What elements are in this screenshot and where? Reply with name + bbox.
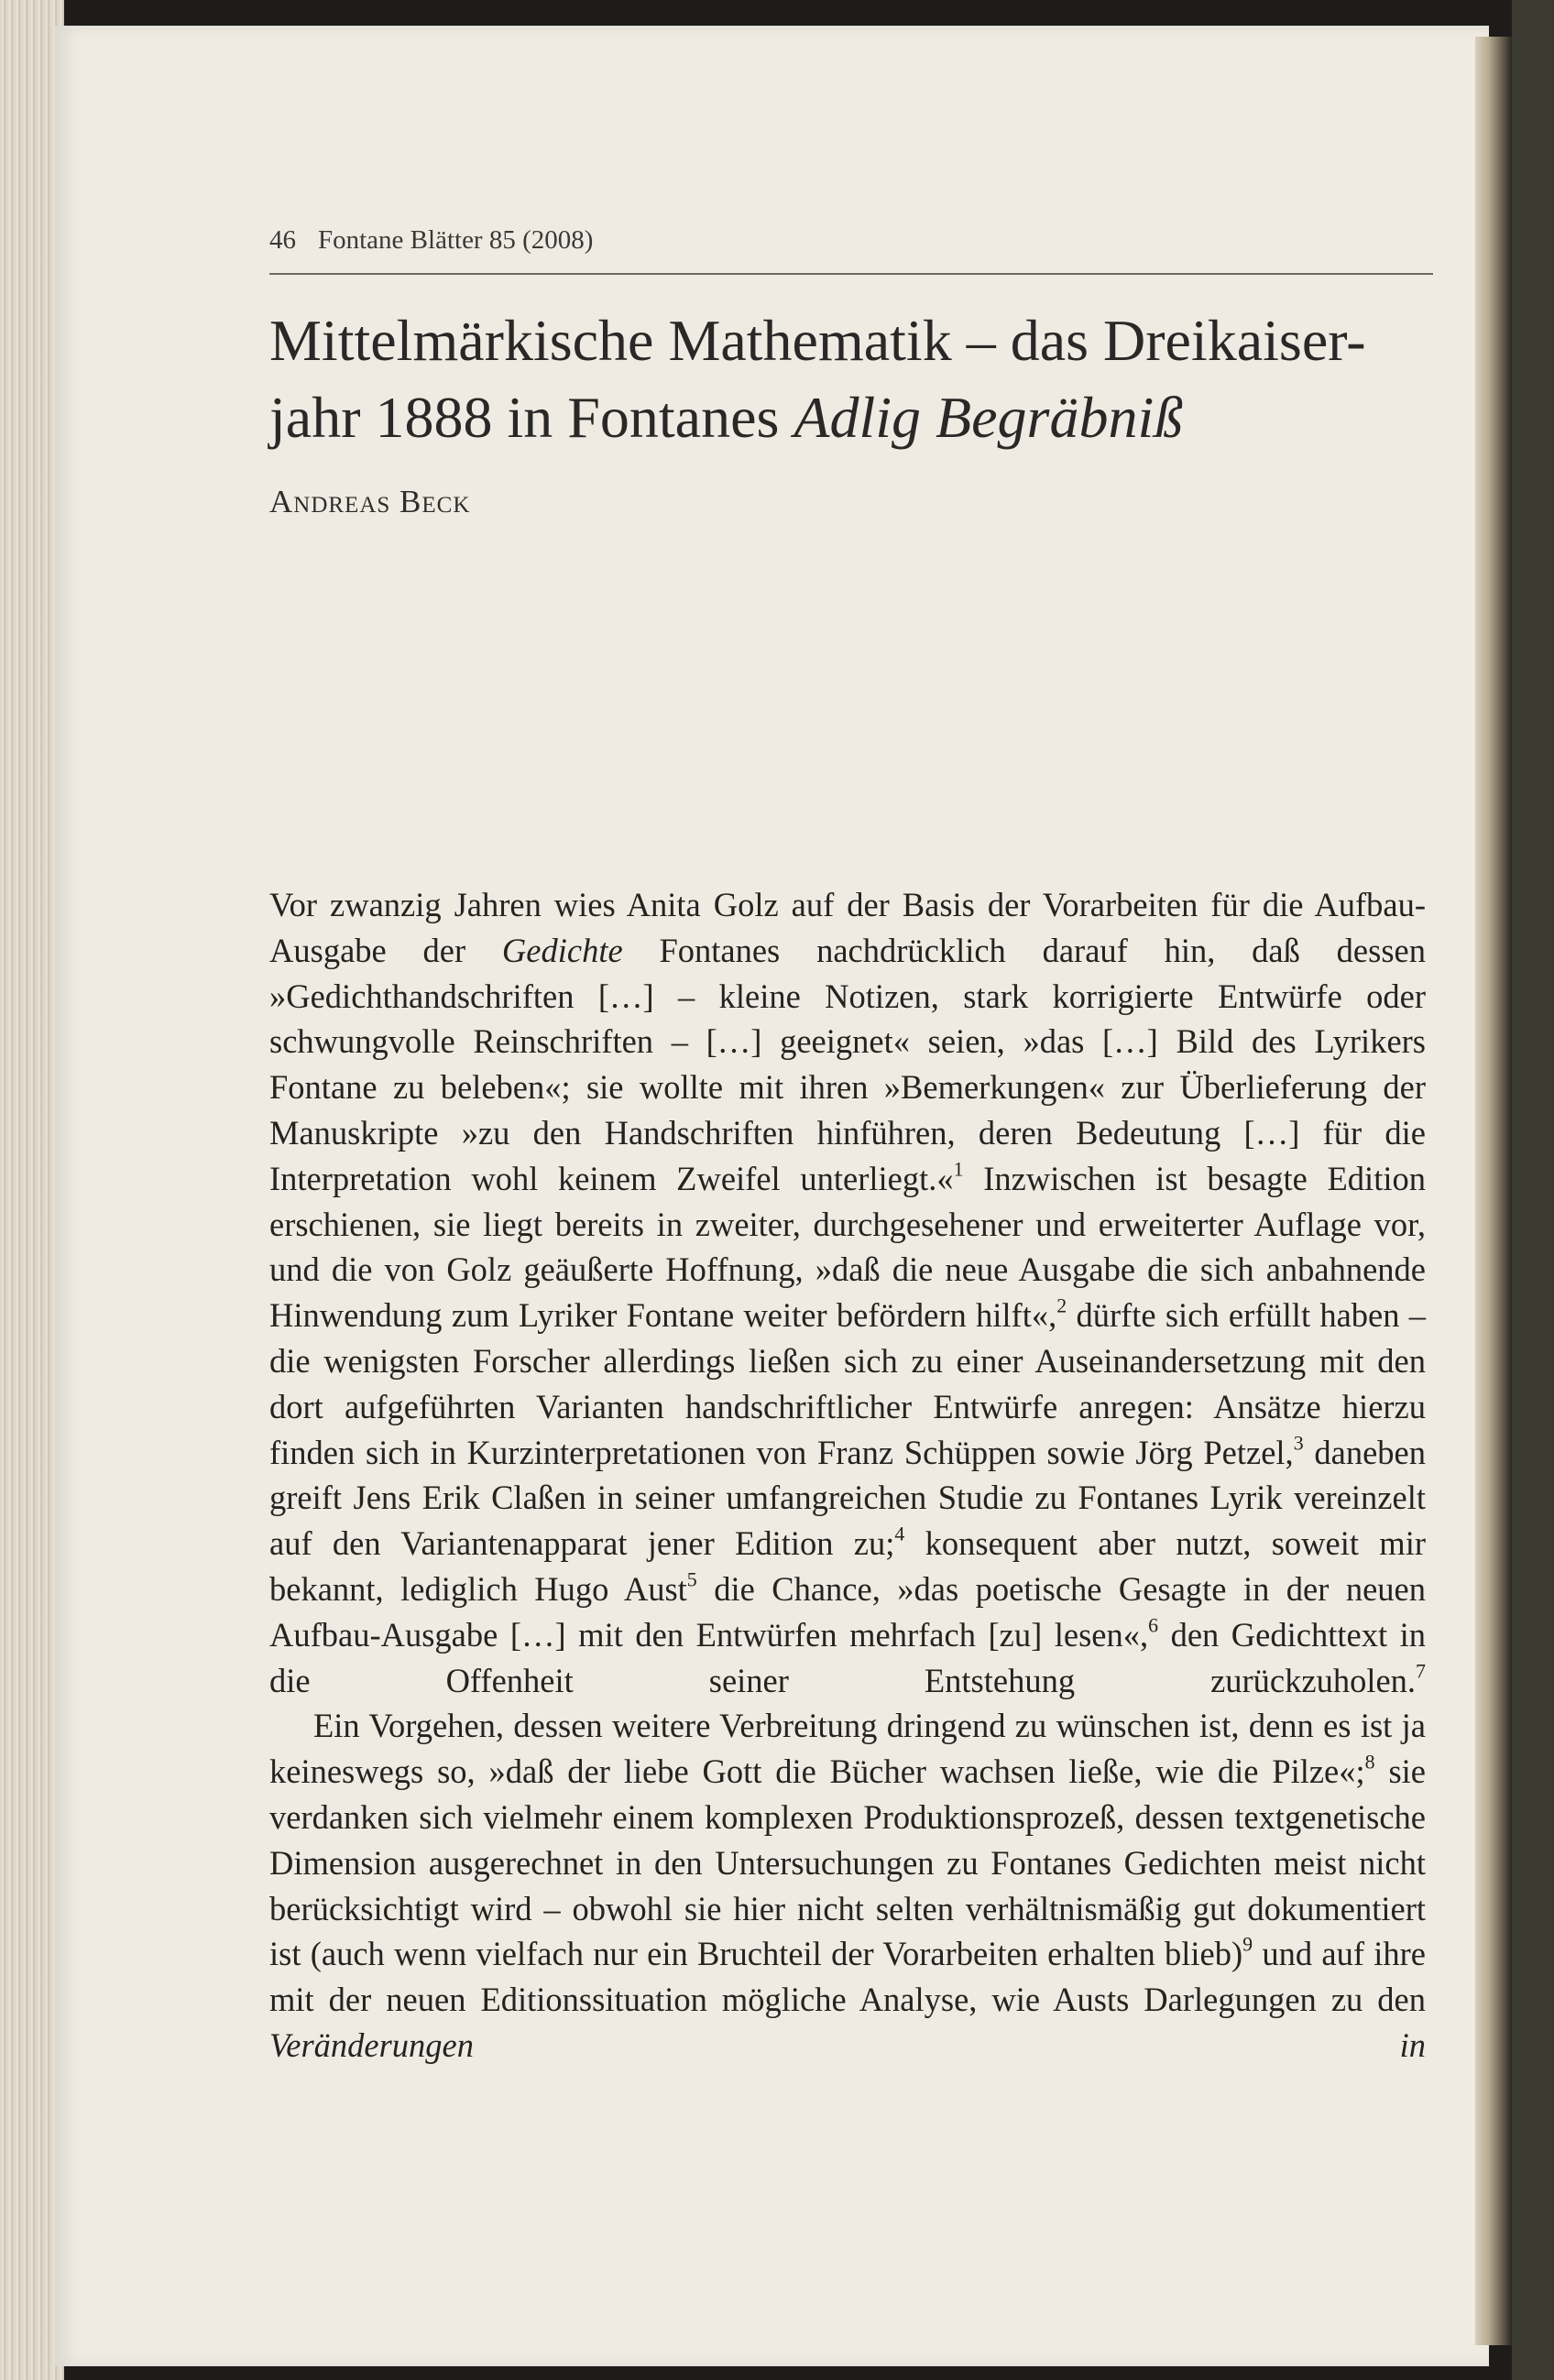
footnote-ref-3[interactable]: 3	[1293, 1431, 1304, 1455]
p1-text-1: Vor zwanzig Jahren wies Anita Golz auf der Basis der Vorarbeiten für die Aufbau-Ausgabe der	[269, 886, 1426, 969]
footnote-ref-6[interactable]: 6	[1148, 1613, 1159, 1637]
p1-text-7: die Chance, »das poetische Gesagte in der neuen Aufbau-Ausgabe […] mit den Entwürfen mehrfach [zu] lesen«,	[269, 1569, 1426, 1654]
header-rule	[269, 273, 1433, 275]
footnote-ref-1[interactable]: 1	[953, 1157, 964, 1181]
p1-text-8: den Gedichttext in die Offenheit seiner Entstehung zurückzuholen.	[269, 1615, 1426, 1699]
p1-italic-gedichte: Gedichte	[501, 931, 623, 969]
title-italic-work: Adlig Begräbniß	[793, 385, 1184, 450]
title-line-2	[269, 379, 1461, 456]
footnote-ref-5[interactable]: 5	[686, 1567, 697, 1591]
article-body	[269, 882, 1426, 2069]
paragraph-1	[269, 882, 1426, 1703]
footnote-ref-7[interactable]: 7	[1416, 1659, 1426, 1683]
page-gutter-shadow	[1475, 37, 1512, 2345]
footnote-ref-2[interactable]: 2	[1056, 1294, 1067, 1317]
p1-text-4: dürfte sich erfüllt haben – die wenigsten Forscher allerdings ließen sich zu einer Auseinandersetzung mit den dort aufgeführten Varianten handschriftlicher Entwürfe anregen: Ansätze hierzu finden sich in Kurzinterpretationen von Franz Schüppen sowie Jörg Petzel,	[269, 1296, 1426, 1471]
p2-text-3: und auf ihre mit der neuen Editionssituation mögliche Analyse, wie Austs Darlegungen zu den	[269, 1935, 1426, 2019]
footnote-ref-8[interactable]: 8	[1364, 1750, 1375, 1774]
article-title	[269, 302, 1461, 456]
p2-text-1: Ein Vorgehen, dessen weitere Verbreitung dringend zu wünschen ist, denn es ist ja keineswegs so, »daß der liebe Gott die Bücher wachsen ließe, wie die Pilze«;	[269, 1707, 1426, 1791]
paragraph-2	[269, 1703, 1426, 2068]
title-line-2-text: jahr 1888 in Fontanes	[269, 385, 794, 450]
page-number: 46	[269, 225, 296, 255]
p1-text-2: Fontanes nachdrücklich darauf hin, daß dessen »Gedichthandschriften […] – kleine Notizen, stark korrigierte Entwürfe oder schwungvolle Reinschriften – […] geeignet« seien, »das […] Bild des Lyrikers Fontane zu beleben«; sie wollte mit ihren »Bemerkungen« zur Überlieferung der Manuskripte »zu den Handschriften hinführen, deren Bedeutung […] für die Interpretation wohl keinem Zweifel unterliegt.«	[269, 931, 1426, 1197]
journal-title: Fontane Blätter 85 (2008)	[318, 225, 594, 255]
running-head	[269, 225, 1433, 256]
p2-italic-veraenderungen: Veränderungen in	[269, 2025, 1426, 2064]
p1-text-6: konsequent aber nutzt, soweit mir bekannt, lediglich Hugo Aust	[269, 1524, 1426, 1608]
footnote-ref-4[interactable]: 4	[894, 1522, 905, 1545]
footnote-ref-9[interactable]: 9	[1242, 1933, 1253, 1956]
p1-text-5: daneben greift Jens Erik Claßen in seiner umfangreichen Studie zu Fontanes Lyrik vereinzelt auf den Variantenapparat jener Edition zu;	[269, 1433, 1426, 1563]
article-author: Andreas Beck	[269, 484, 471, 519]
p1-text-3: Inzwischen ist besagte Edition erschienen, sie liegt bereits in zweiter, durchgesehener und erweiterter Auflage vor, und die von Golz geäußerte Hoffnung, »daß die neue Ausgabe die sich anbahnende Hinwendung zum Lyriker Fontane weiter befördern hilft«,	[269, 1159, 1426, 1335]
p2-text-2: sie verdanken sich vielmehr einem komplexen Produktionsprozeß, dessen textgenetische Dimension ausgerechnet in den Untersuchungen zu Fontanes Gedichten meist nicht berücksichtigt wird – obwohl sie hier nicht selten verhältnismäßig gut dokumentiert ist (auch wenn vielfach nur ein Bruchteil der Vorarbeiten erhalten blieb)	[269, 1752, 1426, 1973]
book-spine-edge	[1512, 0, 1554, 2380]
title-line-1: Mittelmärkische Mathematik – das Dreikaiser-	[269, 308, 1366, 373]
